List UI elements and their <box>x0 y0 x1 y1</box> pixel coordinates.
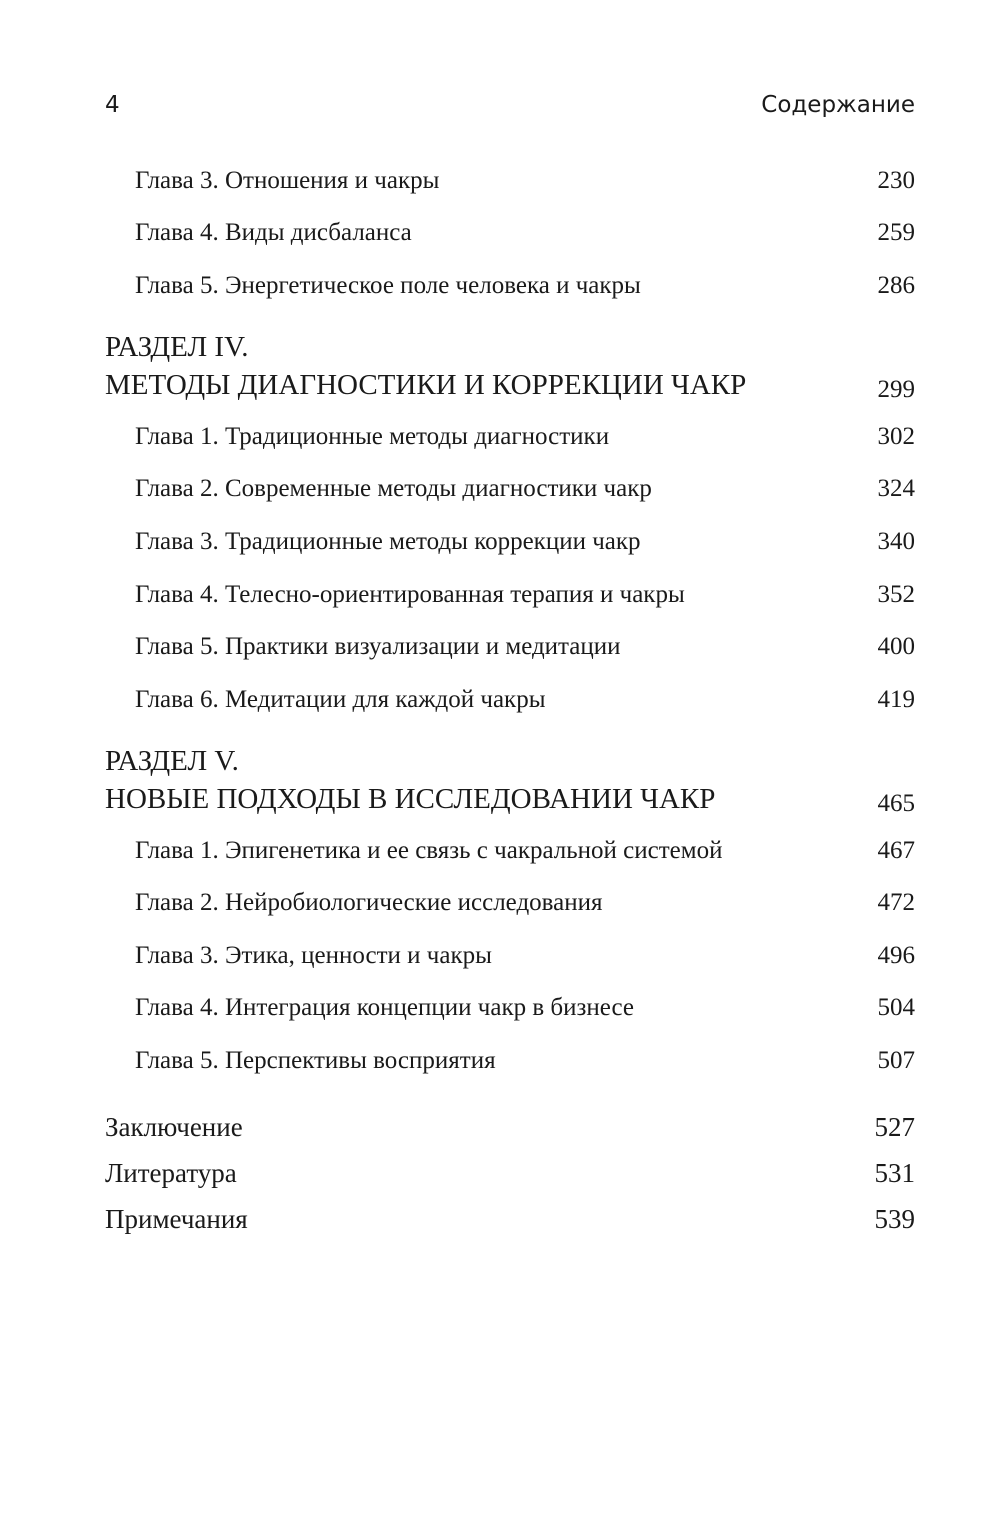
section-label: РАЗДЕЛ V. <box>105 745 239 777</box>
section-label: РАЗДЕЛ IV. <box>105 331 249 363</box>
toc-entry-page: 539 <box>874 1204 915 1234</box>
toc-entry-page: 472 <box>877 889 915 916</box>
toc-entry-page: 230 <box>877 167 915 194</box>
toc-entry-title: Глава 5. Практики визуализации и медитации <box>135 633 621 660</box>
toc-entry-page: 286 <box>877 272 915 299</box>
toc-section-v[interactable] <box>105 742 915 818</box>
toc-entry-page: 467 <box>877 837 915 864</box>
toc-entry-title: Глава 2. Современные методы диагностики чакр <box>135 475 652 502</box>
toc-entry-page: 259 <box>877 219 915 246</box>
toc-entry-title: Глава 1. Традиционные методы диагностики <box>135 423 610 450</box>
toc-entry-page: 507 <box>877 1047 915 1074</box>
toc-entry-page: 302 <box>877 423 915 450</box>
toc-entry-page: 419 <box>877 686 915 713</box>
toc-entry-title: Глава 3. Отношения и чакры <box>135 167 440 194</box>
toc-entry-title: Глава 3. Этика, ценности и чакры <box>135 942 492 969</box>
toc-entry-title: Глава 5. Перспективы восприятия <box>135 1047 496 1074</box>
toc-section-iv[interactable] <box>105 328 915 404</box>
toc-entry-title: Глава 4. Телесно-ориентированная терапия и чакры <box>135 581 685 608</box>
toc-entry-title: Глава 6. Медитации для каждой чакры <box>135 686 546 713</box>
section-title: НОВЫЕ ПОДХОДЫ В ИССЛЕДОВАНИИ ЧАКР <box>105 783 716 815</box>
running-head-title: Содержание <box>761 92 915 118</box>
page-number: 4 <box>105 92 120 118</box>
toc-entry-title: Глава 2. Нейробиологические исследования <box>135 889 603 916</box>
toc-entry-page: 531 <box>874 1158 915 1188</box>
toc-entry-page: 352 <box>877 581 915 608</box>
toc-entry-title: Глава 3. Традиционные методы коррекции чакр <box>135 528 641 555</box>
section-page: 465 <box>877 790 915 817</box>
toc-entry-page: 324 <box>877 475 915 502</box>
running-head <box>105 92 915 132</box>
toc-entry-page: 400 <box>877 633 915 660</box>
toc-entry-title: Глава 4. Виды дисбаланса <box>135 219 412 246</box>
toc-entry-title: Глава 4. Интеграция концепции чакр в бизнесе <box>135 994 634 1021</box>
toc-entry-title: Глава 1. Эпигенетика и ее связь с чакральной системой <box>135 837 723 864</box>
toc-entry-page: 504 <box>877 994 915 1021</box>
toc-entry-title: Заключение <box>105 1112 243 1142</box>
toc-entry-title: Литература <box>105 1158 237 1188</box>
toc-entry-title: Примечания <box>105 1204 248 1234</box>
toc-entry-page: 527 <box>874 1112 915 1142</box>
section-page: 299 <box>877 376 915 403</box>
toc-entry-title: Глава 5. Энергетическое поле человека и чакры <box>135 272 641 299</box>
section-title: МЕТОДЫ ДИАГНОСТИКИ И КОРРЕКЦИИ ЧАКР <box>105 369 747 401</box>
toc-entry-page: 340 <box>877 528 915 555</box>
toc-entry-page: 496 <box>877 942 915 969</box>
